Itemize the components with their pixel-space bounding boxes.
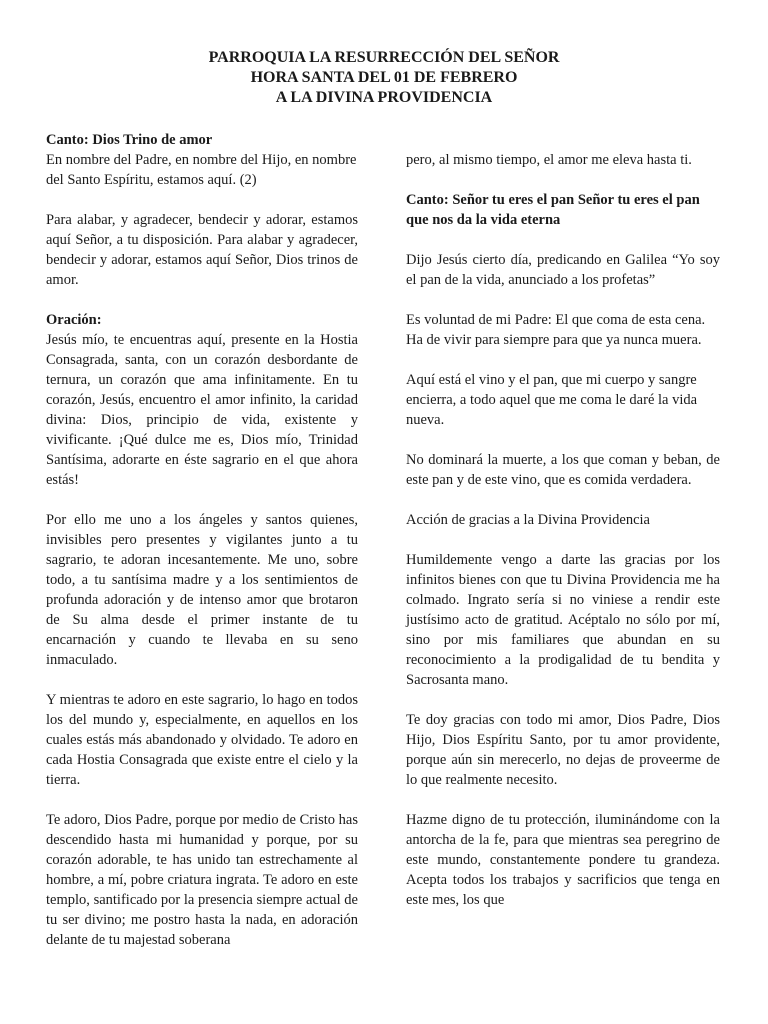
oracion-paragraph-1: Jesús mío, te encuentras aquí, presente en la Hostia Consagrada, santa, con un corazón desbordante de ternura, un corazón que ama infinitamente. En tu corazón, Jesús, encuentro el amor infinito, la caridad divina: Dios, principio de vida, existente y vivificante. ¡Qué dulce me es, Dios mío, Trinidad Santísima, adorarte en éste sagrario en el que ahora estás! xyxy=(46,332,358,488)
oracion-paragraph-4: Te adoro, Dios Padre, porque por medio de Cristo has descendido hasta mi humanidad y porque, por su corazón adorable, te has unido tan estrechamente al hombre, a mí, pobre criatura ingrata. Te adoro en este templo, santificado por la presencia siempre actual de tu ser divino; me postro hasta la nada, en adoración delante de tu majestad soberana xyxy=(46,812,358,948)
oracion-title: Oración: xyxy=(46,312,102,328)
accion-paragraph-2: Te doy gracias con todo mi amor, Dios Padre, Dios Hijo, Dios Espíritu Santo, por tu amor providente, porque aún sin merecerlo, no dejas de proveerme de lo que realmente necesito. xyxy=(406,712,720,788)
left-column xyxy=(46,130,358,970)
canto-title: Canto: Dios Trino de amor xyxy=(46,132,213,148)
document-header xyxy=(0,48,768,108)
canto-paragraph-1: En nombre del Padre, en nombre del Hijo, en nombre del Santo Espíritu, estamos aquí. (2) xyxy=(46,152,357,188)
oracion-paragraph-3: Y mientras te adoro en este sagrario, lo hago en todos los del mundo y, especialmente, en aquellos en los cuales estás más abandonado y olvidado. Te adoro en cada Hostia Consagrada que existe entre el cielo y la tierra. xyxy=(46,692,358,788)
canto-2-paragraph-2: Es voluntad de mi Padre: El que coma de esta cena. Ha de vivir para siempre para que ya nunca muera. xyxy=(406,312,706,348)
canto-paragraph-2: Para alabar, y agradecer, bendecir y adorar, estamos aquí Señor, a tu disposición. Para alabar y agradecer, bendecir y adorar, estamos aquí Señor, Dios trinos de amor. xyxy=(46,212,358,288)
header-line-1: PARROQUIA LA RESURRECCIÓN DEL SEÑOR xyxy=(208,49,560,66)
canto-2-paragraph-1: Dijo Jesús cierto día, predicando en Galilea “Yo soy el pan de la vida, anunciado a los profetas” xyxy=(406,252,720,288)
canto-2-paragraph-3: Aquí está el vino y el pan, que mi cuerpo y sangre encierra, a todo aquel que me coma le daré la vida nueva. xyxy=(406,372,698,428)
right-column xyxy=(406,150,720,930)
oracion-paragraph-2: Por ello me uno a los ángeles y santos quienes, invisibles pero presentes y vigilantes junto a tu sagrario, te adoran incesantemente. Me uno, sobre todo, a tu santísima madre y a los sentimientos de profunda adoración y de intenso amor que brotaron de Su alma desde el primer instante de tu encarnación y cuando te llevaba en su seno inmaculado. xyxy=(46,512,358,668)
accion-de-gracias-title: Acción de gracias a la Divina Providencia xyxy=(406,512,650,528)
continuation-paragraph: pero, al mismo tiempo, el amor me eleva hasta ti. xyxy=(406,152,692,168)
header-line-2: HORA SANTA DEL 01 DE FEBRERO xyxy=(250,69,518,86)
canto-2-paragraph-4: No dominará la muerte, a los que coman y beban, de este pan y de este vino, que es comida verdadera. xyxy=(406,452,720,488)
canto-2-title: Canto: Señor tu eres el pan Señor tu eres el pan que nos da la vida eterna xyxy=(406,192,700,228)
accion-paragraph-1: Humildemente vengo a darte las gracias por los infinitos bienes con que tu Divina Providencia me ha colmado. Ingrato sería si no viniese a rendir este justísimo acto de gratitud. Acéptalo no sólo por mí, sino por mis familiares que abundan en su reconocimiento a la prodigalidad de tu bendita y Sacrosanta mano. xyxy=(406,552,720,688)
header-line-3: A LA DIVINA PROVIDENCIA xyxy=(275,89,493,106)
accion-paragraph-3: Hazme digno de tu protección, iluminándome con la antorcha de la fe, para que mientras sea peregrino de este mundo, constantemente pondere tu grandeza. Acepta todos los trabajos y sacrificios que tenga en este mes, los que xyxy=(406,812,720,908)
